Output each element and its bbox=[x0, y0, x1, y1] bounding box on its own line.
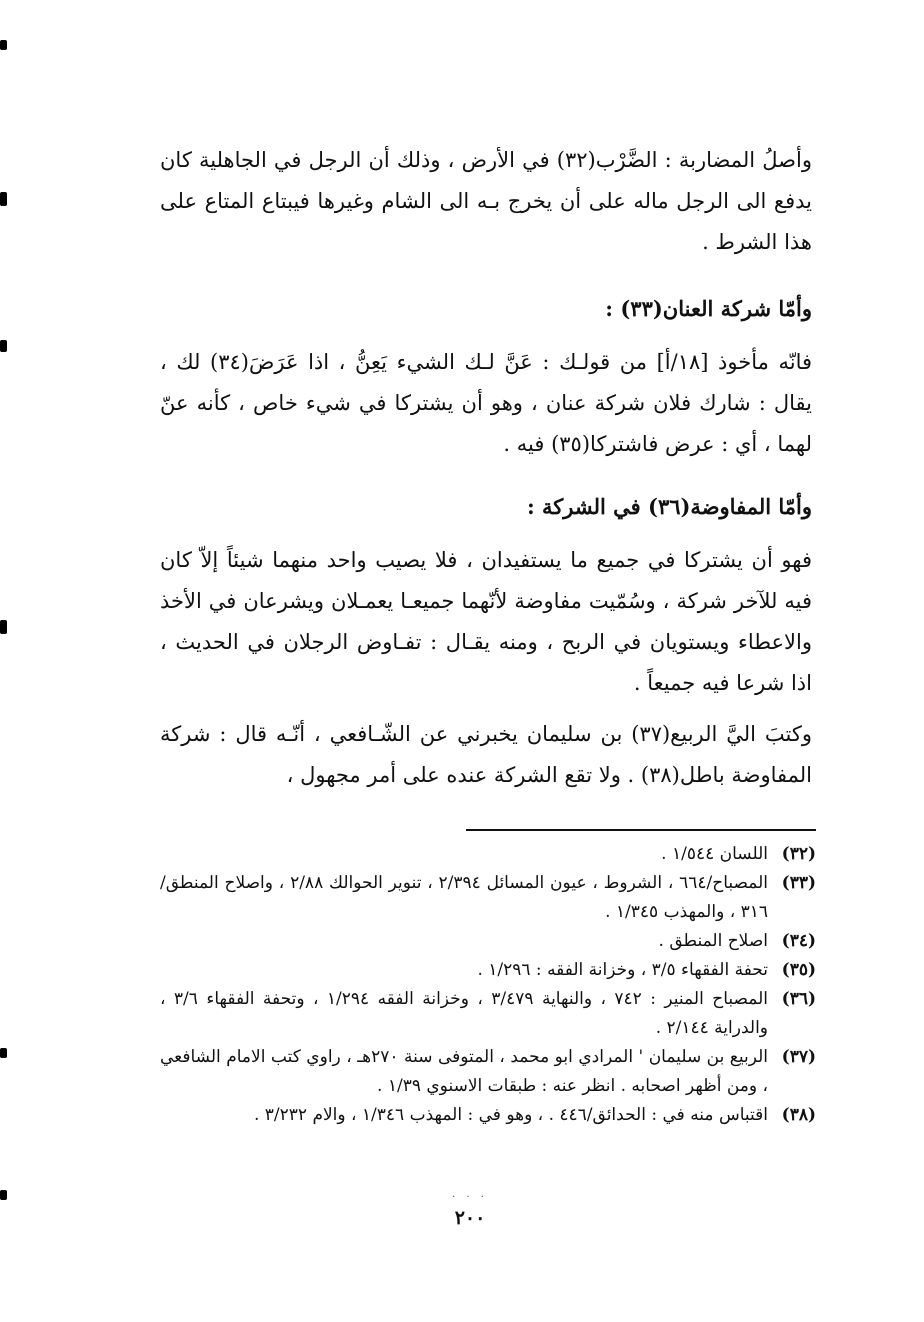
scan-edge-mark bbox=[0, 40, 7, 50]
scan-edge-mark bbox=[0, 1190, 7, 1200]
footnote-item bbox=[160, 985, 816, 1043]
footnote-text: المصباح المنير : ٧٤٢ ، والنهاية ٣/٤٧٩ ، وخزانة الفقه ١/٢٩٤ ، وتحفة الفقهاء ٣/٦ ، والدراية ٢/١٤٤ . bbox=[160, 989, 768, 1038]
footnote-text: اصلاح المنطق . bbox=[658, 931, 768, 951]
footnote-number: (٣٢) bbox=[781, 844, 816, 864]
heading-inan: وأمّا شركة العنان(٣٣) : bbox=[605, 296, 812, 321]
footnote-number: (٣٧) bbox=[781, 1047, 816, 1067]
footnote-item bbox=[160, 840, 816, 869]
footnote-text: تحفة الفقهاء ٣/٥ ، وخزانة الفقه : ١/٢٩٦ . bbox=[477, 960, 768, 980]
footnote-item bbox=[160, 1101, 816, 1130]
scan-edge-mark bbox=[0, 1048, 7, 1058]
footnote-number: (٣٣) bbox=[781, 873, 816, 893]
footnote-text: المصباح/٦٦٤ ، الشروط ، عيون المسائل ٢/٣٩٤ ، تنوير الحوالك ٢/٨٨ ، واصلاح المنطق/٣١٦ ، والمهذب ١/٣٤٥ . bbox=[160, 873, 769, 922]
footnote-item bbox=[160, 869, 816, 927]
footnote-divider bbox=[466, 829, 816, 831]
heading-mufawada: وأمّا المفاوضة(٣٦) في الشركة : bbox=[526, 494, 812, 519]
footnote-number: (٣٨) bbox=[781, 1105, 816, 1125]
footnote-text: اقتباس منه في : الحدائق/٤٤٦ . ، وهو في : المهذب ١/٣٤٦ ، والام ٣/٢٣٢ . bbox=[253, 1105, 768, 1125]
footnote-item bbox=[160, 1043, 816, 1101]
footnote-text: الربيع بن سليمان ' المرادي ابو محمد ، المتوفى سنة ٢٧٠هـ ، راوي كتب الامام الشافعي ، ومن أظهر اصحابه . انظر عنه : طبقات الاسنوي ١/٣٩ . bbox=[160, 1047, 768, 1096]
paragraph-mufawada: فهو أن يشتركا في جميع ما يستفيدان ، فلا يصيب واحد منهما شيئاً إلاّ كان فيه للآخر شركة ، وسُمّيت مفاوضة لأنّهما جميعـا يعمـلان ويشرعان في الأخذ والاعطاء ويستويان في الربح ، ومنه يقـال : تفـاوض الرجلان في الحديث ، اذا شرعا فيه جميعاً . bbox=[160, 548, 812, 695]
footnote-item bbox=[160, 956, 816, 985]
scan-edge-mark bbox=[0, 620, 7, 634]
footnote-number: (٣٤) bbox=[781, 931, 816, 951]
footnote-text: اللسان ١/٥٤٤ . bbox=[661, 844, 768, 864]
page-number: ٢٠٠ bbox=[454, 1207, 486, 1229]
paragraph-rabi: وكتبَ اليَّ الربيع(٣٧) بن سليمان يخبرني عن الشّـافعي ، أنّـه قال : شركة المفاوضة باطل(٣٨) . ولا تقع الشركة عنده على أمر مجهول ، bbox=[160, 722, 813, 787]
page-number-dots: · · · bbox=[452, 1192, 488, 1203]
footnote-number: (٣٥) bbox=[781, 960, 816, 980]
scan-edge-mark bbox=[0, 192, 7, 206]
paragraph-inan: فانّه مأخوذ [١٨/أ] من قولـك : عَنَّ لـك الشيء يَعِنُّ ، اذا عَرَضَ(٣٤) لك ، يقال : شارك فلان شركة عنان ، وهو أن يشتركا في شيء خاص ، كأنه عنّ لهما ، أي : عرض فاشتركا(٣٥) فيه . bbox=[160, 350, 813, 456]
footnote-number: (٣٦) bbox=[781, 989, 816, 1009]
footnotes bbox=[160, 840, 816, 1130]
scan-edge-mark bbox=[0, 340, 7, 352]
footnote-item bbox=[160, 927, 816, 956]
paragraph-mudaraba: وأصلُ المضاربة : الضَّرْب(٣٢) في الأرض ، وذلك أن الرجل في الجاهلية كان يدفع الى الرجل ماله على أن يخرج بـه الى الشام وغيرها فيبتاع المتاع على هذا الشرط . bbox=[160, 148, 812, 254]
